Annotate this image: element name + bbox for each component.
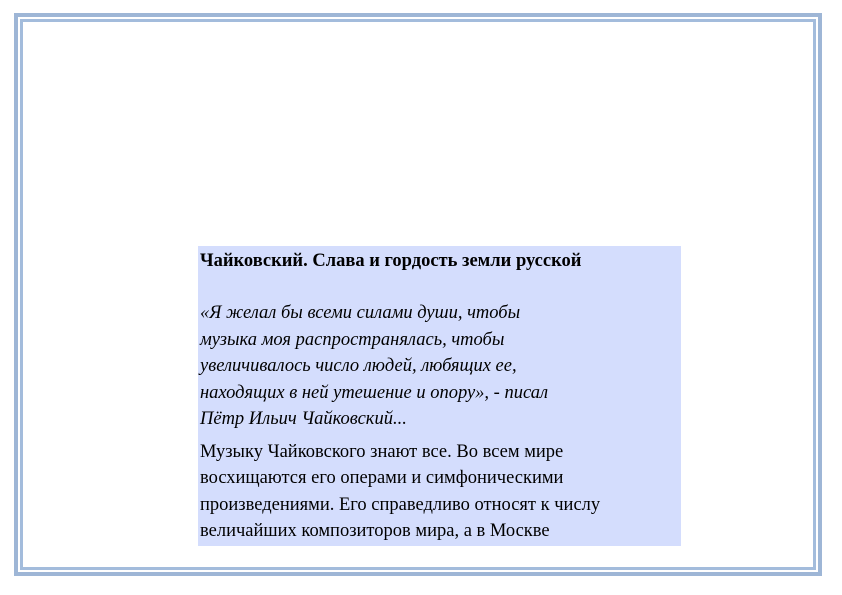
text-box bbox=[198, 246, 681, 546]
document-title: Чайковский. Слава и гордость земли русской bbox=[200, 251, 582, 271]
quote-text: «Я желал бы всеми силами души, чтобы музыка моя распространялась, чтобы увеличивалось число людей, любящих ее, находящих в ней утешение и опору», - писал Пётр Ильич Чайковский... bbox=[200, 303, 549, 429]
body-paragraph: Музыку Чайковского знают все. Во всем мире восхищаются его операми и симфоническими произведениями. Его справедливо относят к числу величайших композиторов мира, а в Москве bbox=[200, 441, 601, 541]
